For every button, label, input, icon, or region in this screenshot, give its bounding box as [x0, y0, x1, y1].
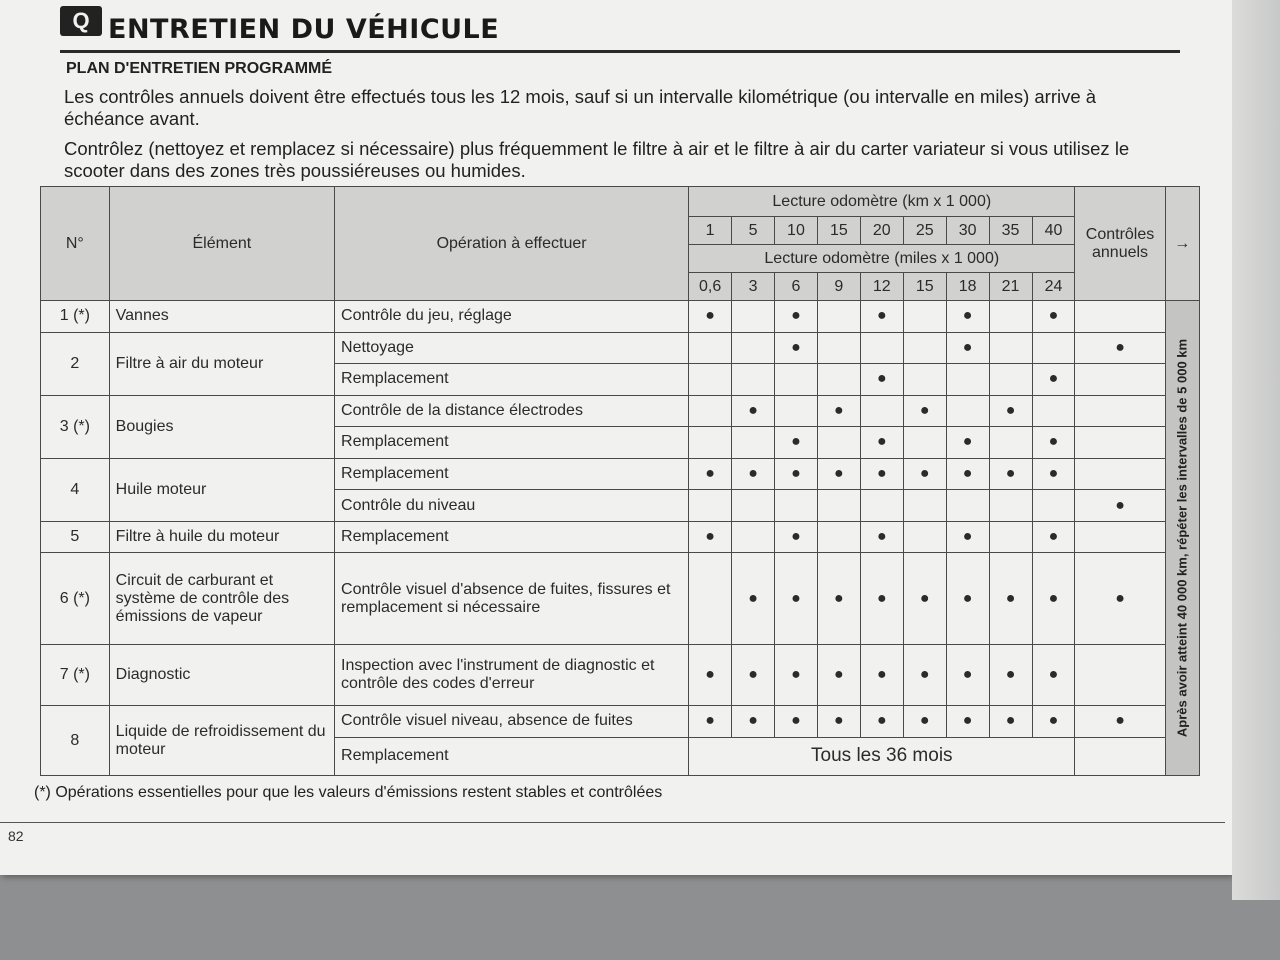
header-number: N°	[41, 187, 110, 301]
check-dot-icon: ●	[689, 644, 732, 705]
empty-cell	[989, 521, 1032, 553]
empty-cell	[774, 490, 817, 522]
table-row	[41, 301, 1200, 333]
check-dot-icon: ●	[689, 706, 732, 738]
check-dot-icon: ●	[1032, 301, 1075, 333]
table-row	[41, 521, 1200, 553]
item-operation: Remplacement	[335, 737, 689, 775]
annual-dot-icon: ●	[1075, 332, 1165, 364]
empty-cell	[689, 427, 732, 459]
check-dot-icon: ●	[989, 395, 1032, 427]
mile-interval-2: 6	[774, 273, 817, 301]
empty-cell	[817, 301, 860, 333]
annual-cell	[1075, 458, 1165, 490]
mile-interval-4: 12	[860, 273, 903, 301]
maintenance-schedule-table	[40, 186, 1200, 776]
item-operation: Contrôle visuel d'absence de fuites, fissures et remplacement si nécessaire	[335, 553, 689, 644]
empty-cell	[732, 427, 775, 459]
item-operation: Contrôle du niveau	[335, 490, 689, 522]
empty-cell	[1032, 332, 1075, 364]
item-operation: Nettoyage	[335, 332, 689, 364]
item-element: Vannes	[109, 301, 334, 333]
check-dot-icon: ●	[903, 706, 946, 738]
check-dot-icon: ●	[774, 458, 817, 490]
mile-interval-8: 24	[1032, 273, 1075, 301]
km-interval-30: 30	[946, 217, 989, 245]
check-dot-icon: ●	[860, 706, 903, 738]
empty-cell	[946, 364, 989, 396]
section-title: PLAN D'ENTRETIEN PROGRAMMÉ	[66, 60, 333, 77]
empty-cell	[946, 490, 989, 522]
km-interval-5: 5	[732, 217, 775, 245]
check-dot-icon: ●	[989, 553, 1032, 644]
check-dot-icon: ●	[1032, 706, 1075, 738]
header-miles-title: Lecture odomètre (miles x 1 000)	[689, 245, 1075, 273]
item-element: Filtre à huile du moteur	[109, 521, 334, 553]
check-dot-icon: ●	[989, 706, 1032, 738]
check-dot-icon: ●	[989, 644, 1032, 705]
check-dot-icon: ●	[903, 553, 946, 644]
check-dot-icon: ●	[689, 521, 732, 553]
check-dot-icon: ●	[946, 521, 989, 553]
empty-cell	[903, 427, 946, 459]
check-dot-icon: ●	[860, 553, 903, 644]
check-dot-icon: ●	[860, 644, 903, 705]
mile-interval-3: 9	[817, 273, 860, 301]
km-interval-1: 1	[689, 217, 732, 245]
item-number: 3 (*)	[41, 395, 110, 458]
empty-cell	[817, 332, 860, 364]
title-rule	[60, 50, 1180, 53]
check-dot-icon: ●	[1032, 644, 1075, 705]
item-number: 7 (*)	[41, 644, 110, 705]
header-km-title: Lecture odomètre (km x 1 000)	[689, 187, 1075, 217]
table-row	[41, 332, 1200, 364]
empty-cell	[732, 332, 775, 364]
check-dot-icon: ●	[774, 301, 817, 333]
footnote: (*) Opérations essentielles pour que les valeurs d'émissions restent stables et contrôlées	[34, 784, 663, 801]
check-dot-icon: ●	[1032, 364, 1075, 396]
empty-cell	[903, 364, 946, 396]
annual-cell	[1075, 427, 1165, 459]
empty-cell	[989, 301, 1032, 333]
mile-interval-0: 0,6	[689, 273, 732, 301]
check-dot-icon: ●	[817, 553, 860, 644]
check-dot-icon: ●	[860, 458, 903, 490]
check-dot-icon: ●	[946, 427, 989, 459]
table-row	[41, 706, 1200, 738]
empty-cell	[817, 427, 860, 459]
empty-cell	[817, 364, 860, 396]
item-operation: Remplacement	[335, 458, 689, 490]
check-dot-icon: ●	[860, 521, 903, 553]
item-operation: Remplacement	[335, 521, 689, 553]
check-dot-icon: ●	[732, 395, 775, 427]
mile-interval-5: 15	[903, 273, 946, 301]
check-dot-icon: ●	[1032, 521, 1075, 553]
item-element: Bougies	[109, 395, 334, 458]
item-element: Filtre à air du moteur	[109, 332, 334, 395]
check-dot-icon: ●	[1032, 458, 1075, 490]
item-element: Circuit de carburant et système de contrôle des émissions de vapeur	[109, 553, 334, 644]
empty-cell	[817, 521, 860, 553]
check-dot-icon: ●	[946, 458, 989, 490]
empty-cell	[903, 332, 946, 364]
annual-cell	[1075, 301, 1165, 333]
brand-logo-icon: Q	[60, 6, 102, 36]
check-dot-icon: ●	[817, 706, 860, 738]
annual-dot-icon: ●	[1075, 706, 1165, 738]
item-element: Liquide de refroidissement du moteur	[109, 706, 334, 776]
empty-cell	[732, 490, 775, 522]
mile-interval-7: 21	[989, 273, 1032, 301]
empty-cell	[989, 332, 1032, 364]
km-interval-35: 35	[989, 217, 1032, 245]
empty-cell	[860, 332, 903, 364]
km-interval-15: 15	[817, 217, 860, 245]
page-number: 82	[8, 828, 24, 844]
intro-paragraph-1: Les contrôles annuels doivent être effectués tous les 12 mois, sauf si un intervalle kilométrique (ou intervalle en miles) arrive à échéance avant.	[64, 86, 1097, 129]
item-element: Diagnostic	[109, 644, 334, 705]
check-dot-icon: ●	[989, 458, 1032, 490]
item-operation: Contrôle de la distance électrodes	[335, 395, 689, 427]
km-interval-40: 40	[1032, 217, 1075, 245]
empty-cell	[689, 364, 732, 396]
empty-cell	[732, 521, 775, 553]
check-dot-icon: ●	[946, 301, 989, 333]
annual-dot-icon: ●	[1075, 553, 1165, 644]
check-dot-icon: ●	[946, 706, 989, 738]
empty-cell	[989, 364, 1032, 396]
mile-interval-6: 18	[946, 273, 989, 301]
check-dot-icon: ●	[732, 553, 775, 644]
check-dot-icon: ●	[774, 706, 817, 738]
empty-cell	[860, 490, 903, 522]
check-dot-icon: ●	[689, 458, 732, 490]
check-dot-icon: ●	[903, 458, 946, 490]
chapter-title: ENTRETIEN DU VÉHICULE	[108, 14, 500, 45]
empty-cell	[860, 395, 903, 427]
empty-cell	[689, 490, 732, 522]
empty-cell	[817, 490, 860, 522]
km-interval-10: 10	[774, 217, 817, 245]
annual-cell	[1075, 644, 1165, 705]
check-dot-icon: ●	[860, 301, 903, 333]
empty-cell	[689, 553, 732, 644]
intro-paragraph-2: Contrôlez (nettoyez et remplacez si nécessaire) plus fréquemment le filtre à air et le filtre à air du carter variateur si vous utilisez le scooter dans des zones très poussiéreuses ou humides.	[64, 138, 1130, 181]
footer-rule	[0, 822, 1225, 823]
check-dot-icon: ●	[817, 395, 860, 427]
item-element: Huile moteur	[109, 458, 334, 521]
check-dot-icon: ●	[903, 395, 946, 427]
check-dot-icon: ●	[732, 644, 775, 705]
empty-cell	[732, 301, 775, 333]
check-dot-icon: ●	[774, 644, 817, 705]
check-dot-icon: ●	[774, 521, 817, 553]
check-dot-icon: ●	[774, 332, 817, 364]
check-dot-icon: ●	[946, 553, 989, 644]
check-dot-icon: ●	[946, 332, 989, 364]
every-36-months: Tous les 36 mois	[689, 737, 1075, 775]
check-dot-icon: ●	[1032, 427, 1075, 459]
item-operation: Contrôle visuel niveau, absence de fuites	[335, 706, 689, 738]
empty-cell	[989, 427, 1032, 459]
header-operation: Opération à effectuer	[335, 187, 689, 301]
empty-cell	[1032, 395, 1075, 427]
check-dot-icon: ●	[946, 644, 989, 705]
next-page-edge	[1232, 0, 1280, 900]
empty-cell	[989, 490, 1032, 522]
item-operation: Remplacement	[335, 427, 689, 459]
check-dot-icon: ●	[689, 301, 732, 333]
empty-cell	[774, 395, 817, 427]
item-operation: Contrôle du jeu, réglage	[335, 301, 689, 333]
check-dot-icon: ●	[817, 458, 860, 490]
arrow-right-icon: →	[1165, 187, 1199, 301]
interval-repeat-note	[1165, 301, 1199, 776]
check-dot-icon: ●	[732, 458, 775, 490]
check-dot-icon: ●	[774, 553, 817, 644]
annual-dot-icon: ●	[1075, 490, 1165, 522]
empty-cell	[774, 364, 817, 396]
empty-cell	[1032, 490, 1075, 522]
interval-repeat-text: Après avoir atteint 40 000 km, répéter les intervalles de 5 000 km	[1174, 338, 1190, 738]
item-number: 5	[41, 521, 110, 553]
table-row	[41, 395, 1200, 427]
check-dot-icon: ●	[903, 644, 946, 705]
empty-cell	[903, 490, 946, 522]
empty-cell	[903, 521, 946, 553]
item-number: 4	[41, 458, 110, 521]
empty-cell	[946, 395, 989, 427]
check-dot-icon: ●	[817, 644, 860, 705]
annual-cell	[1075, 521, 1165, 553]
item-number: 1 (*)	[41, 301, 110, 333]
table-row	[41, 458, 1200, 490]
item-operation: Inspection avec l'instrument de diagnostic et contrôle des codes d'erreur	[335, 644, 689, 705]
check-dot-icon: ●	[732, 706, 775, 738]
header-element: Élément	[109, 187, 334, 301]
annual-cell	[1075, 364, 1165, 396]
check-dot-icon: ●	[860, 364, 903, 396]
table-row	[41, 644, 1200, 705]
empty-cell	[732, 364, 775, 396]
empty-cell	[903, 301, 946, 333]
annual-cell	[1075, 395, 1165, 427]
km-interval-20: 20	[860, 217, 903, 245]
mile-interval-1: 3	[732, 273, 775, 301]
item-number: 2	[41, 332, 110, 395]
annual-cell	[1075, 737, 1165, 775]
item-number: 6 (*)	[41, 553, 110, 644]
header-annual: Contrôles annuels	[1075, 187, 1165, 301]
empty-cell	[689, 395, 732, 427]
check-dot-icon: ●	[774, 427, 817, 459]
item-number: 8	[41, 706, 110, 776]
table-row	[41, 553, 1200, 644]
km-interval-25: 25	[903, 217, 946, 245]
item-operation: Remplacement	[335, 364, 689, 396]
empty-cell	[689, 332, 732, 364]
check-dot-icon: ●	[860, 427, 903, 459]
check-dot-icon: ●	[1032, 553, 1075, 644]
